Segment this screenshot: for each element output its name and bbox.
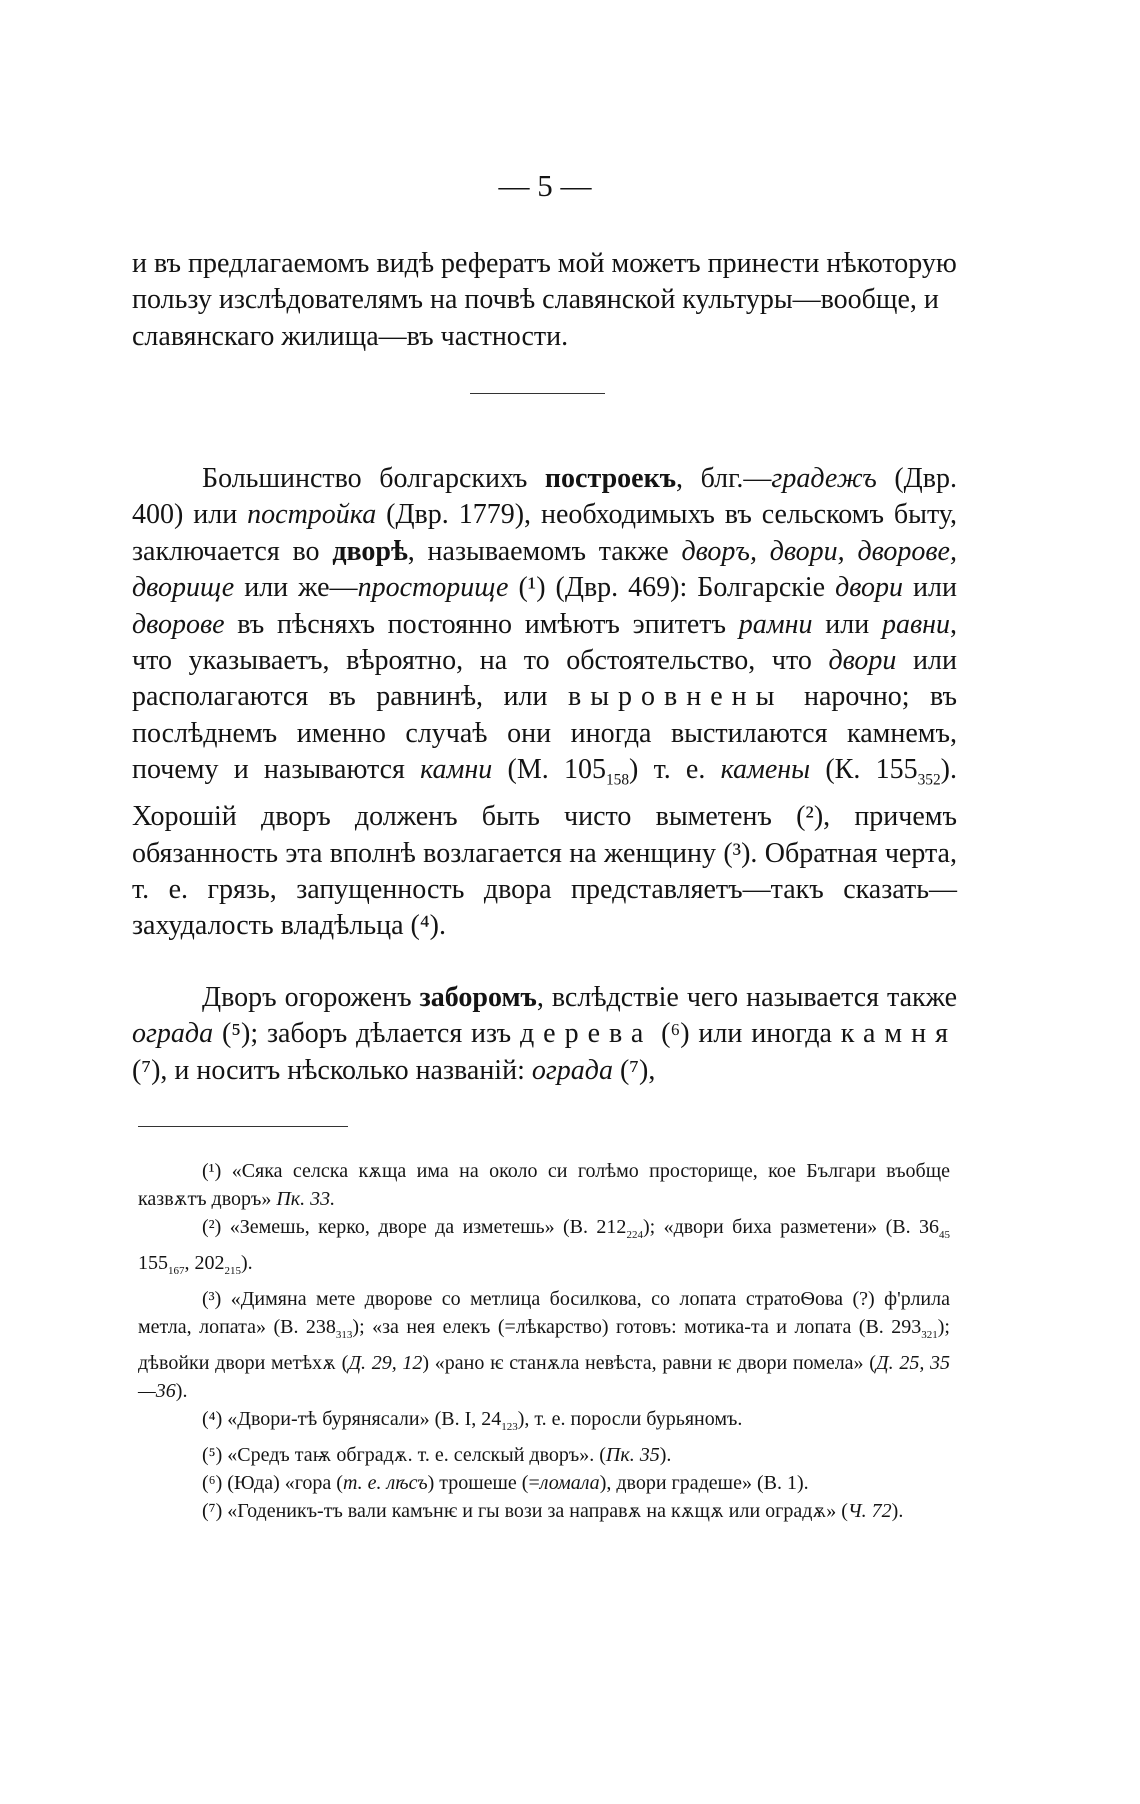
footnote-ref: (⁵) xyxy=(221,1018,251,1050)
intro-paragraph: и въ предлагаемомъ видѣ рефератъ мой можетъ принести нѣкоторую пользу изслѣдователямъ на почвѣ славянской культуры—вообще, и славянскаго жилища—въ частности. xyxy=(132,248,957,352)
footnote-7: (⁷) «Годеникъ-тъ вали камънѥ и гы вози за направѫ на кѫщѫ или оградѫ» (Ч. 72). xyxy=(202,1500,904,1522)
paragraph-zabor: Дворъ огороженъ заборомъ, вслѣдствіе чего называется также оградa (⁵); заборъ дѣлается изъ дерева (⁶) или иногда камня (⁷), и носитъ нѣсколько названій: ограда (⁷), xyxy=(132,982,957,1086)
footnote-separator xyxy=(138,1126,348,1127)
footnote-2: (²) «Земешь, керко, дворе да изметешь» (В. $212_{224}$); «двори биха разметени» (В. $36_{45}$ $155_{167}$, $202_{215}$). xyxy=(138,1216,950,1277)
paragraph-dvor: Большинство болгарскихъ построекъ, блг.—градежъ (Двр. 400) или постройка (Двр. 1779), необходимыхъ въ сельскомъ быту, заключается во дворѣ, называемомъ также дворъ, двори, дворове, дворище или же—просторище (¹) (Двр. 469): Болгарскіе двори или дворове въ пѣсняхъ постоянно имѣютъ эпитетъ рамни или равни, что указываетъ, вѣроятно, на то обстоятельство, что двори или располагаются въ равнинѣ, или выровнены нарочно; въ послѣднемъ именно случаѣ они иногда выстилаются камнемъ, почему и называются камни (М. $105_{158}$) т. е. камены (К. $155_{352}$). Хорошій дворъ долженъ быть чисто выметенъ (²), причемъ обязанность эта вполнѣ возлагается на женщину (³). Обратная черта, т. е. грязь, запущенность двора представляетъ—такъ сказать—захудалость владѣльца (⁴). xyxy=(132,463,958,942)
footnote-ref: (⁷) xyxy=(132,1054,161,1086)
footnote-ref: (⁶) xyxy=(661,1018,690,1050)
footnote-ref: (²) xyxy=(796,801,824,833)
footnote-ref: (⁴) xyxy=(410,910,439,942)
footnote-ref: (¹) xyxy=(518,572,546,604)
footnote-ref: (³) xyxy=(723,837,751,869)
footnote-ref: (⁷) xyxy=(619,1054,649,1086)
section-divider xyxy=(470,393,605,394)
page-number: — 5 — xyxy=(498,168,592,203)
footnotes xyxy=(138,1157,950,1525)
footnote-3: (³) «Димяна мете дворове со метлица босилкова, со лопата стратоѲова (?) ф'рлила метла, лопата» (В. $238_{313}$); «за нея елекъ (=лѣкарство) готовъ: мотика-та и лопата (В. $293_{321}$); дѣвойки двори метѣхѫ (Д. 29, 12) «рано ѥ станѫла невѣста, равни ѥ двори помела» (Д. 25, 35—36). xyxy=(138,1288,950,1402)
footnote-4: (⁴) «Двори-тѣ бурянясали» (В. I, $24_{123}$), т. е. поросли бурьяномъ. xyxy=(202,1408,743,1433)
footnote-5: (⁵) «Средъ таѭ обградѫ. т. е. селскый дворъ». (Пк. 35). xyxy=(202,1444,672,1466)
footnote-6: (⁶) (Юда) «гора (т. е. лѣсъ) трошеше (=ломала), двори градеше» (В. 1). xyxy=(202,1472,809,1494)
footnote-1: (¹) «Сяка селска кѫща има на около си голѣмо просторище, кое Българи въобще казвѫтъ дворъ» Пк. 33. xyxy=(138,1160,950,1210)
